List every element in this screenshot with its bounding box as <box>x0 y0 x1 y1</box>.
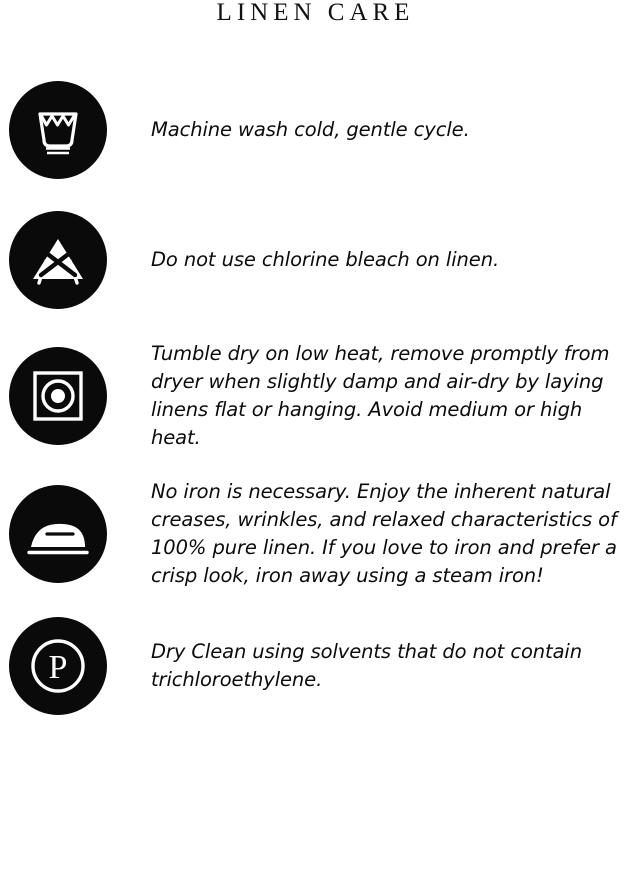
list-item <box>0 478 631 590</box>
list-item <box>0 210 631 310</box>
care-instruction-text: No iron is necessary. Enjoy the inherent natural creases, wrinkles, and relaxed characteristics of 100% pure linen. If you love to iron and prefer a crisp look, iron away using a steam iron! <box>151 480 617 587</box>
list-item <box>0 80 631 180</box>
dry-clean-p-icon <box>26 634 90 698</box>
care-instruction-text: Dry Clean using solvents that do not contain trichloroethylene. <box>151 640 583 691</box>
iron-icon <box>25 507 91 561</box>
do-not-bleach-icon-container <box>8 210 108 310</box>
iron-icon-container <box>8 484 108 584</box>
icon-circle <box>9 81 107 179</box>
do-not-bleach-icon <box>27 231 89 289</box>
icon-circle <box>9 617 107 715</box>
icon-circle <box>9 211 107 309</box>
care-instruction-text: Machine wash cold, gentle cycle. <box>151 118 470 141</box>
machine-wash-icon-container <box>8 80 108 180</box>
icon-circle <box>9 485 107 583</box>
list-item <box>0 340 631 452</box>
icon-circle <box>9 347 107 445</box>
list-item <box>0 616 631 716</box>
dry-clean-p-icon-container <box>8 616 108 716</box>
tumble-dry-low-icon <box>28 366 88 426</box>
page-title: LINEN CARE <box>216 0 415 26</box>
machine-wash-icon <box>28 100 88 160</box>
care-instruction-list <box>0 80 631 716</box>
care-instruction-text: Do not use chlorine bleach on linen. <box>151 248 500 271</box>
svg-text:P: P <box>48 649 68 686</box>
care-instruction-text: Tumble dry on low heat, remove promptly from dryer when slightly damp and air-dry by laying linens flat or hanging. Avoid medium or high heat. <box>151 342 610 449</box>
tumble-dry-low-icon-container <box>8 346 108 446</box>
